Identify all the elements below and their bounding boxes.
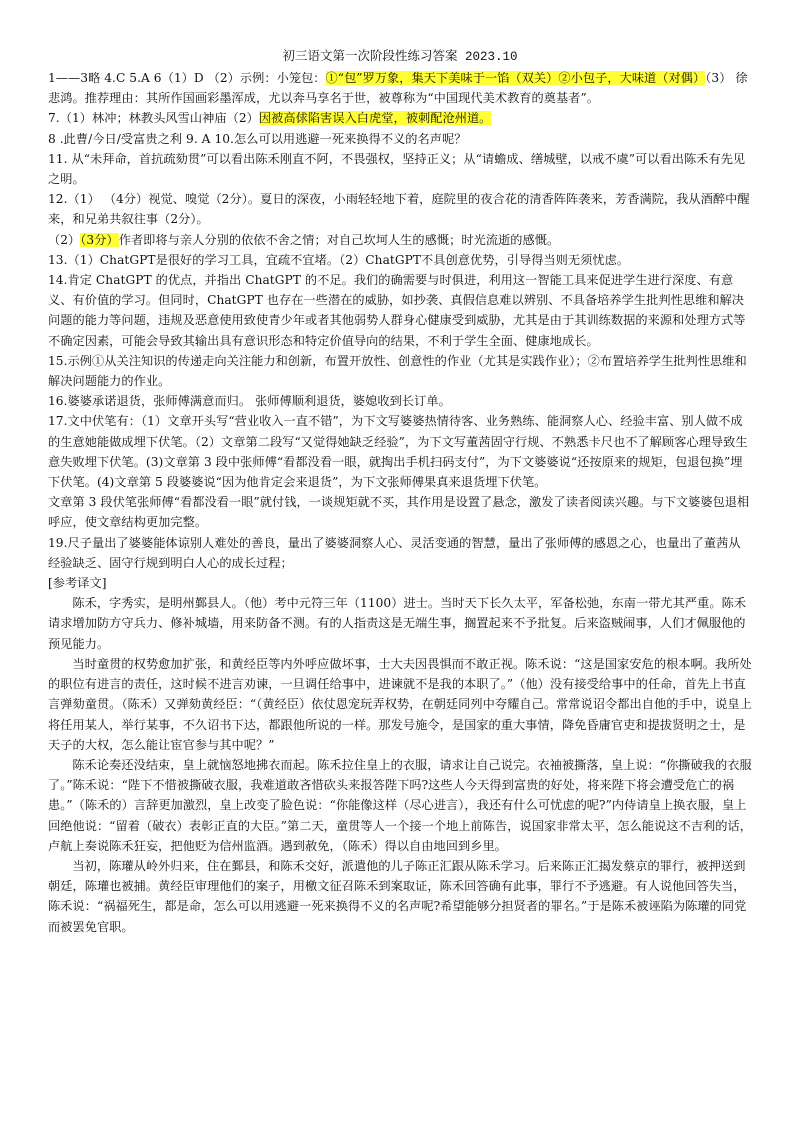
answer-15: 15.示例①从关注知识的传递走向关注能力和创新，布置开放性、创意性的作业（尤其是实践作业）；②布置培养学生批判性思维和解决问题能力的作业。 [48,353,747,389]
translation-paragraph-3: 陈禾论奏还没结束，皇上就恼怒地拂衣而起。陈禾拉住皇上的衣服，请求让自己说完。衣袖被撕落，皇上说：“你撕破我的衣服了。”陈禾说：“陛下不惜被撕破衣服，我难道敢吝惜砍头来报答陛下吗?这些人今天得到富贵的好处，将来陛下将会遭受危亡的祸患。”（陈禾的）言辞更加激烈，皇上改变了脸色说：“你能像这样（尽心进言），我还有什么可忧虑的呢?”内侍请皇上换衣服，皇上回绝他说：“留着（破衣）表彰正直的大臣。”第二天，童贯等人一个接一个地上前陈告，说国家非常太平，怎么能说这不吉利的话，卢航上奏说陈禾狂妄，把他贬为信州监酒。遇到赦免，（陈禾）得以自由地回到乡里。 [48,757,752,853]
answer-1-6 [48,68,752,108]
highlight-answer-12-2: （3分） [80,232,119,247]
answer-8-10: 8 .此曹/今日/受富贵之利 9. A 10.怎么可以用逃避一死来换得不义的名声呢？ [48,131,467,146]
highlight-answer-6-b: 大味道（对偶） [619,71,706,85]
answer-13: 13.（1）ChatGPT是很好的学习工具，宜疏不宜堵。（2）ChatGPT不具创意优势，引导得当则无须忧虑。 [48,252,630,267]
answer-1-6-text: 1——3略 4.C 5.A 6（1）D （2）示例：小笼包： [48,71,326,85]
highlight-answer-7: 因被高俅陷害误入白虎堂，被刺配沧州道。 [258,111,492,126]
reference-translation-heading: [参考译文] [48,576,107,591]
answer-sheet [48,48,752,937]
translation-paragraph-2: 当时童贯的权势愈加扩张，和黄经臣等内外呼应做坏事，士大夫因畏惧而不敢正视。陈禾说：“这是国家安危的根本啊。我所处的职位有进言的责任，这时候不进言劝谏，一旦调任给事中，进谏就不是我的本职了。”（他）没有接受给事中的任命，首先上书直言弹劾童贯。（陈禾）又弹劾黄经臣：“（黄经臣）依仗恩宠玩弄权势，在朝廷同列中夸耀自己。常常说诏令都出自他的手中，说皇上将任用某人，举行某事，不久诏书下达，都跟他所说的一样。那发号施令，是国家的重大事情，降免昏庸官吏和提拔贤明之士，是天子的大权，怎么能让宦官参与其中呢？” [48,656,752,752]
page-title: 初三语文第一次阶段性练习答案 2023.10 [282,50,518,64]
highlight-answer-6-a: ①“包”罗万象，集天下美味于一馅（双关）②小包子， [325,71,620,85]
answer-16: 16.婆婆承诺退货，张师傅满意而归。 张师傅顺利退货，婆媳收到长订单。 [48,394,451,409]
answer-17: 17.文中伏笔有：（1）文章开头写“营业收入一直不错”，为下文写婆婆热情待客、业务熟练、能洞察人心、经验丰富、别人做不成的生意她能做成埋下伏笔。（2）文章第二段写“又觉得她缺乏经验”，为下文写董茜固守行规、不熟悉卡尺也不了解顾客心理导致生意失败埋下伏笔。(3)文章第 3 段中张师傅“看都没看一眼，就掏出手机扫码支付”，为下文婆婆说“还按原来的规矩，包退包换”埋下伏笔。(4)文章第 5 段婆婆说“因为他肯定会来退货”，为下文张师傅果真来退货埋下伏笔。 [48,414,748,490]
answer-12-1: 12.（1） （4分）视觉、嗅觉（2分）。夏日的深夜，小雨轻轻地下着，庭院里的夜合花的清香阵阵袭来，芳香满院，我从酒醉中醒来，和兄弟共叙往事（2分）。 [48,192,750,227]
answer-7-text: 7.（1）林冲；林教头风雪山神庙（2） [48,111,259,126]
answer-6-3: （3） 徐悲鸿。推荐理由：其所作国画彩墨浑成，尤以奔马享名于世，被尊称为“中国现代美术教育的奠基者”。 [48,71,748,106]
answer-12-2-text: 作者即将与亲人分别的依依不舍之情；对自己坎坷人生的感慨；时光流逝的感慨。 [118,232,560,247]
translation-paragraph-4: 当初，陈瓘从岭外归来，住在鄞县，和陈禾交好，派遣他的儿子陈正汇跟从陈禾学习。后来陈正汇揭发蔡京的罪行，被押送到朝廷，陈瓘也被捕。黄经臣审理他们的案子，用檄文征召陈禾到案取证，陈禾回答确有此事，罪行不予逃避。有人说他回答失当，陈禾说：“祸福死生，都是命，怎么可以用逃避一死来换得不义的名声呢?希望能够分担贤者的罪名。”于是陈禾被诬陷为陈瓘的同党而被罢免官职。 [48,858,747,934]
answer-12-2 [48,230,752,250]
answer-14: 14.肯定 ChatGPT 的优点，并指出 ChatGPT 的不足。我们的确需要与时俱进，利用这一智能工具来促进学生进行深度、有意义、有价值的学习。但同时，ChatGPT 也存在一些潜在的威胁，如抄袭、真假信息难以辨别、不具备培养学生批判性思维和解决问题的能力等问题，违规及恶意使用致使青少年或者其他弱势人群身心健康受到威胁，尤其是由于其训练数据的来源和处理方式等不确定因素，可能会导致其输出具有意识形态和特定价值导向的结果，不利于学生全面、健康地成长。 [48,273,746,348]
answer-11: 11. 从“未拜命，首抗疏劾贯”可以看出陈禾刚直不阿，不畏强权，坚持正义；从“请蟾成、缮城壁，以戒不虞”可以看出陈禾有先见之明。 [48,151,746,187]
translation-paragraph-1: 陈禾，字秀实，是明州鄞县人。（他）考中元符三年（1100）进士。当时天下长久太平，军备松弛，东南一带尤其严重。陈禾请求增加防方守兵力、修补城墙，用来防备不测。有的人指责这是无端生事，搁置起来不予批复。后来盗贼闹事，人们才佩服他的预见能力。 [48,596,747,651]
answer-7 [48,108,752,128]
answer-12-2-num: （2） [48,232,81,247]
answer-19: 19.尺子量出了婆婆能体谅别人难处的善良，量出了婆婆洞察人心、灵活变通的智慧，量出了张师傅的感恩之心，也量出了董茜从经验缺乏、固守行规到明白人心的成长过程； [48,535,741,570]
answer-18: 文章第 3 段伏笔张师傅“看都没看一眼”就付钱，一谈规矩就不买，其作用是设置了悬念，激发了读者阅读兴趣。与下文婆婆包退相呼应，使文章结构更加完整。 [48,495,750,530]
